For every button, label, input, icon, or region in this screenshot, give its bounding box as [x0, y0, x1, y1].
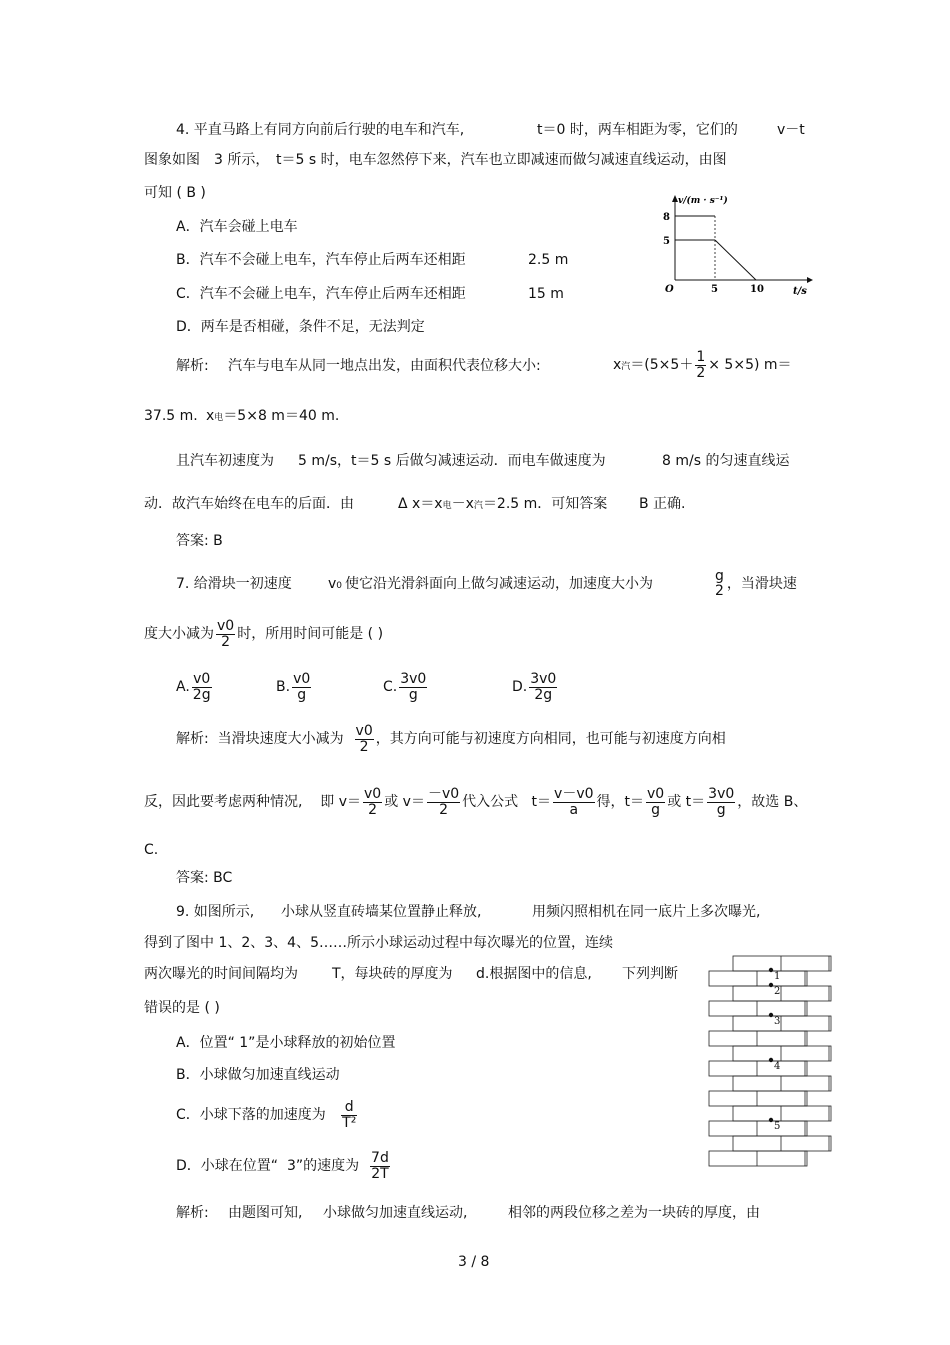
brick-row: [709, 1091, 807, 1106]
q9-line3a: 两次曝光的时间间隔均为: [144, 966, 298, 982]
q4-solution-line4e: B 正确.: [639, 496, 686, 512]
q4-solution-line2a: 37.5 m.: [144, 408, 198, 424]
q9-line3d: 下列判断: [622, 966, 678, 982]
q9-option-d: D．小球在位置“ 3”的速度为 $\frac{7d}{2T}$: [176, 1149, 389, 1182]
brick-row: [733, 1016, 831, 1031]
q4-solution-line2b: x电＝5×8 m＝40 m.: [206, 408, 340, 424]
brick-row: [733, 956, 831, 971]
page-number: 3 / 8: [458, 1254, 490, 1270]
graph-xtick-10: 10: [750, 284, 764, 295]
graph-y-label: v/(m · s⁻¹): [678, 196, 728, 206]
q7-solution-line1: 解析: 当滑块速度大小减为 $\frac{v0}{2}$ ，其方向可能与初速度方向相同，也可能与初速度方向相: [176, 722, 726, 755]
q9-option-a: A．位置“ 1”是小球释放的初始位置: [176, 1035, 396, 1051]
brick-row: [709, 1031, 807, 1046]
graph-xtick-5: 5: [711, 284, 718, 295]
graph-x-label: t/s: [793, 286, 807, 297]
brick-row: [709, 1151, 807, 1166]
q7-line1c: 使它沿光滑斜面向上做匀减速运动，加速度大小为: [345, 576, 653, 592]
ball-position-5: [769, 1118, 773, 1122]
q4-option-b-value: 2.5 m: [528, 252, 569, 268]
q9-line3c: d.根据图中的信息,: [476, 966, 592, 982]
brick-wall-figure: [705, 954, 835, 1176]
ball-position-3: [769, 1013, 773, 1017]
q4-line2c: t＝5 s 时，电车忽然停下来，汽车也立即减速而做匀减速直线运动，由图: [276, 152, 727, 168]
q4-solution-line4a: 动．故汽车始终在电车的后面．由: [144, 496, 354, 512]
q7-option-d: D. $\frac{3v0}{2g}$: [512, 670, 557, 703]
q9-option-c: C．小球下落的加速度为 $\frac{d}{\text{T²}}$: [176, 1098, 357, 1131]
brick-row: [733, 1046, 831, 1061]
q4-option-c-value: 15 m: [528, 286, 564, 302]
q7-option-a: A. $\frac{v0}{2g}$: [176, 670, 211, 703]
brick-row: [733, 1136, 831, 1151]
ball-label-1: 1: [774, 971, 781, 982]
q4-solution-line3a: 且汽车初速度为: [176, 453, 274, 469]
q9-line2: 得到了图中 1、2、3、4、5……所示小球运动过程中每次曝光的位置，连续: [144, 935, 613, 951]
q7-line1-frac: g 2 ，当滑块速: [715, 568, 797, 599]
brick-row: [733, 986, 831, 1001]
q9-line1a: 9. 如图所示,: [176, 904, 255, 920]
ball-label-4: 4: [774, 1061, 781, 1072]
q4-option-a: A．汽车会碰上电车: [176, 219, 298, 235]
graph-ytick-5: 5: [663, 236, 670, 247]
q4-line1c: v－t: [777, 122, 805, 138]
q4-solution-eq: x汽＝(5×5＋ $\frac{1}{2}$ × 5×5) m＝: [613, 348, 792, 381]
brick-row: [733, 1076, 831, 1091]
q4-solution-label: 解析:: [176, 358, 209, 374]
brick-row: [709, 1121, 807, 1136]
q4-answer: 答案: B: [176, 533, 223, 549]
q7-answer: 答案: BC: [176, 870, 233, 886]
q7-solution-line3: C.: [144, 842, 159, 858]
graph-origin: O: [665, 284, 674, 295]
q4-line3: 可知 ( B ): [144, 185, 206, 201]
ball-position-2: [769, 983, 773, 987]
q4-option-d: D．两车是否相碰，条件不足，无法判定: [176, 319, 425, 335]
q4-line1a: 4. 平直马路上有同方向前后行驶的电车和汽车,: [176, 122, 465, 138]
q9-option-b: B．小球做匀加速直线运动: [176, 1067, 340, 1083]
q9-line3b: T，每块砖的厚度为: [332, 966, 453, 982]
q7-option-c: C. $\frac{3v0}{g}$: [383, 670, 427, 703]
q7-line1a: 7. 给滑块一初速度: [176, 576, 292, 592]
brick-row: [733, 1106, 831, 1121]
q9-solution-label: 解析:: [176, 1205, 209, 1221]
q4-option-c: C．汽车不会碰上电车，汽车停止后两车还相距: [176, 286, 466, 302]
q9-solution-1a: 由题图可知,: [228, 1205, 303, 1221]
ball-position-4: [769, 1058, 773, 1062]
brick-row: [709, 1061, 807, 1076]
q7-line1b: v0: [328, 576, 343, 592]
q9-line1b: 小球从竖直砖墙某位置静止释放,: [281, 904, 482, 920]
q4-solution-line4b: Δ x＝x电－x汽＝2.5 m．可知答案: [398, 496, 608, 512]
q9-line4: 错误的是 ( ): [144, 1000, 220, 1016]
q4-solution-line3c: 8 m/s 的匀速直线运: [662, 453, 790, 469]
q9-solution-1b: 小球做匀加速直线运动,: [323, 1205, 468, 1221]
q4-solution-line3b: 5 m/s，t＝5 s 后做匀减速运动．而电车做速度为: [298, 453, 606, 469]
q4-line2a: 图象如图: [144, 152, 200, 168]
ball-label-2: 2: [774, 986, 781, 997]
q4-solution-line1: 汽车与电车从同一地点出发，由面积代表位移大小:: [228, 358, 541, 374]
q7-solution-line2: 反，因此要考虑两种情况, 即 v＝ $\frac{v0}{2}$ 或 v＝ $\frac{-v0}{2}$ 代入公式 t＝ $\frac{v-v0}{a}$ 得，t＝ $\frac{v0}{g}$ 或 t＝ $\frac{3v0}{g}$ ，故选 B、: [144, 785, 808, 818]
vt-graph: [655, 190, 815, 300]
brick-row: [709, 971, 807, 986]
brick-row: [709, 1001, 807, 1016]
q9-line1c: 用频闪照相机在同一底片上多次曝光,: [532, 904, 761, 920]
q4-option-b: B．汽车不会碰上电车，汽车停止后两车还相距: [176, 252, 466, 268]
q7-line2: 度大小减为 $\frac{v0}{2}$ 时，所用时间可能是 ( ): [144, 617, 384, 650]
q4-line2b: 3 所示，: [214, 152, 270, 168]
q7-option-b: B. $\frac{v0}{g}$: [276, 670, 311, 703]
ball-position-1: [769, 968, 773, 972]
ball-label-3: 3: [774, 1016, 781, 1027]
q4-line1b: t＝0 时，两车相距为零，它们的: [537, 122, 738, 138]
graph-ytick-8: 8: [663, 212, 670, 223]
q9-solution-1c: 相邻的两段位移之差为一块砖的厚度，由: [508, 1205, 760, 1221]
ball-label-5: 5: [774, 1121, 781, 1132]
